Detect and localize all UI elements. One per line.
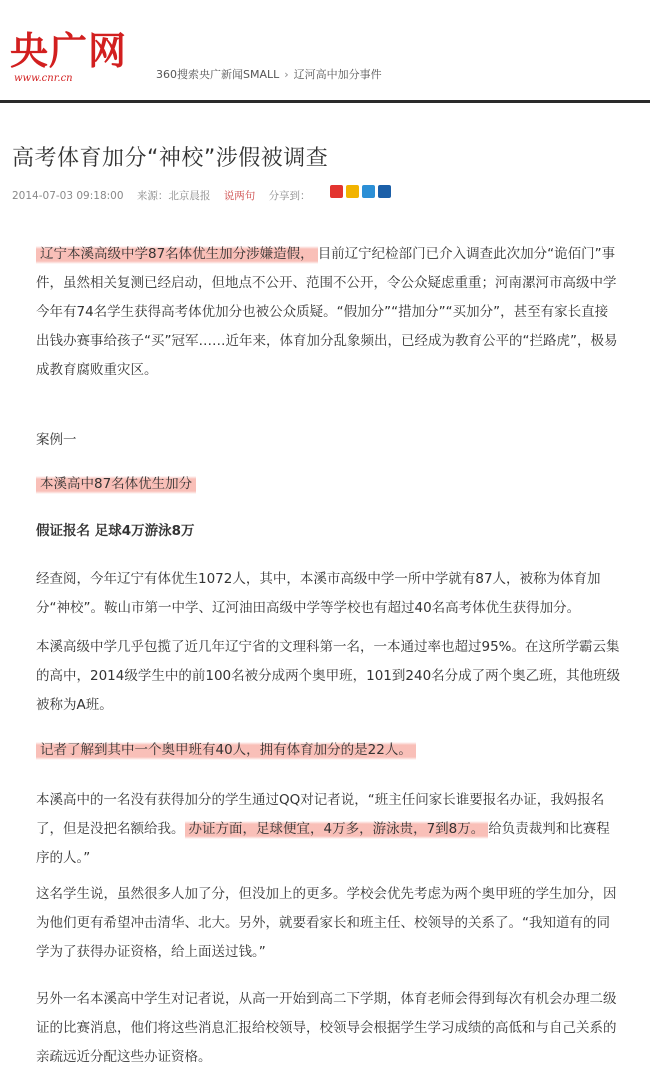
- breadcrumb-separator: ›: [284, 68, 289, 81]
- tencent-icon[interactable]: [362, 185, 375, 198]
- paragraph-2: 本溪高级中学几乎包揽了近几年辽宁省的文理科第一名，一本通过率也超过95%。在这所学霸云集的高中，2014级学生中的前100名被分成两个奥甲班，101到240名分成了两个奥乙班，其他班级被称为A班。: [36, 639, 621, 713]
- breadcrumb-item-topic[interactable]: 辽河高中加分事件: [293, 68, 382, 81]
- weibo-icon[interactable]: [330, 185, 343, 198]
- renren-icon[interactable]: [378, 185, 391, 198]
- share-icons: [330, 185, 391, 198]
- article-date: 2014-07-03 09:18:00: [12, 190, 124, 202]
- comment-link[interactable]: 说两句: [223, 190, 256, 202]
- case-heading-text: 本溪高中87名体优生加分: [36, 474, 196, 494]
- paragraph-1: 经查阅，今年辽宁有体优生1072人，其中，本溪市高级中学一所中学就有87人，被称为体育加分“神校”。鞍山市第一中学、辽河油田高级中学等学校也有超过40名高考体优生获得加分。: [36, 571, 601, 616]
- article-intro: [36, 240, 621, 385]
- intro-highlight: 辽宁本溪高级中学87名体优生加分涉嫌造假，: [36, 244, 318, 264]
- header-divider: [0, 100, 650, 103]
- article-subheading: 假证报名 足球4万游泳8万: [36, 523, 195, 539]
- site-logo[interactable]: 央广网: [10, 29, 128, 73]
- paragraph-5: 这名学生说，虽然很多人加了分，但没加上的更多。学校会优先考虑为两个奥甲班的学生加分，因为他们更有希望冲击清华、北大。另外，就要看家长和班主任、校领导的关系了。“我知道有的同学为了获得办证资格，给上面送过钱。”: [36, 886, 617, 960]
- site-header: [0, 0, 650, 100]
- article-meta: [12, 188, 321, 203]
- site-logo-url: www.cnr.cn: [14, 73, 73, 84]
- article-source: 来源：北京晨报: [136, 190, 211, 202]
- paragraph-6: 另外一名本溪高中学生对记者说，从高一开始到高二下学期，体育老师会得到每次有机会办理二级证的比赛消息，他们将这些消息汇报给校领导，校领导会根据学生学习成绩的高低和与自己关系的亲疏远近分配这些办证资格。: [36, 991, 617, 1065]
- case-label: 案例一: [36, 432, 77, 448]
- paragraph-4-highlight: 办证方面，足球便宜，4万多，游泳贵，7到8万。: [185, 819, 489, 839]
- intro-text: 目前辽宁纪检部门已介入调查此次加分“诡佰门”事件，虽然相关复测已经启动，但地点不公开、范围不公开，令公众疑虑重重；河南漯河市高级中学今年有74名学生获得高考体优加分也被公众质疑。“假加分”“措加分”“买加分”，甚至有家长直接出钱办赛事给孩子“买”冠军……近年来，体育加分乱象频出，已经成为教育公平的“拦路虎”，极易成教育腐败重灾区。: [36, 246, 618, 378]
- breadcrumb-item-home[interactable]: 360搜索央广新闻SMALL: [156, 68, 280, 81]
- case-heading: [36, 472, 196, 492]
- paragraph-3: [36, 738, 416, 758]
- article-title: 高考体育加分“神校”涉假被调查: [12, 146, 329, 171]
- paragraph-4: [36, 786, 621, 873]
- qzone-icon[interactable]: [346, 185, 359, 198]
- share-label: 分享到：: [268, 190, 311, 202]
- breadcrumb: [156, 66, 382, 82]
- paragraph-4-text-b: 给负责裁判和比赛程序的人。”: [36, 821, 610, 866]
- paragraph-3-highlight: 记者了解到其中一个奥甲班有40人，拥有体育加分的是22人。: [36, 740, 416, 760]
- paragraph-4-text-a: 本溪高中的一名没有获得加分的学生通过QQ对记者说，“班主任问家长谁要报名办证，我妈报名了，但是没把名额给我。: [36, 792, 605, 837]
